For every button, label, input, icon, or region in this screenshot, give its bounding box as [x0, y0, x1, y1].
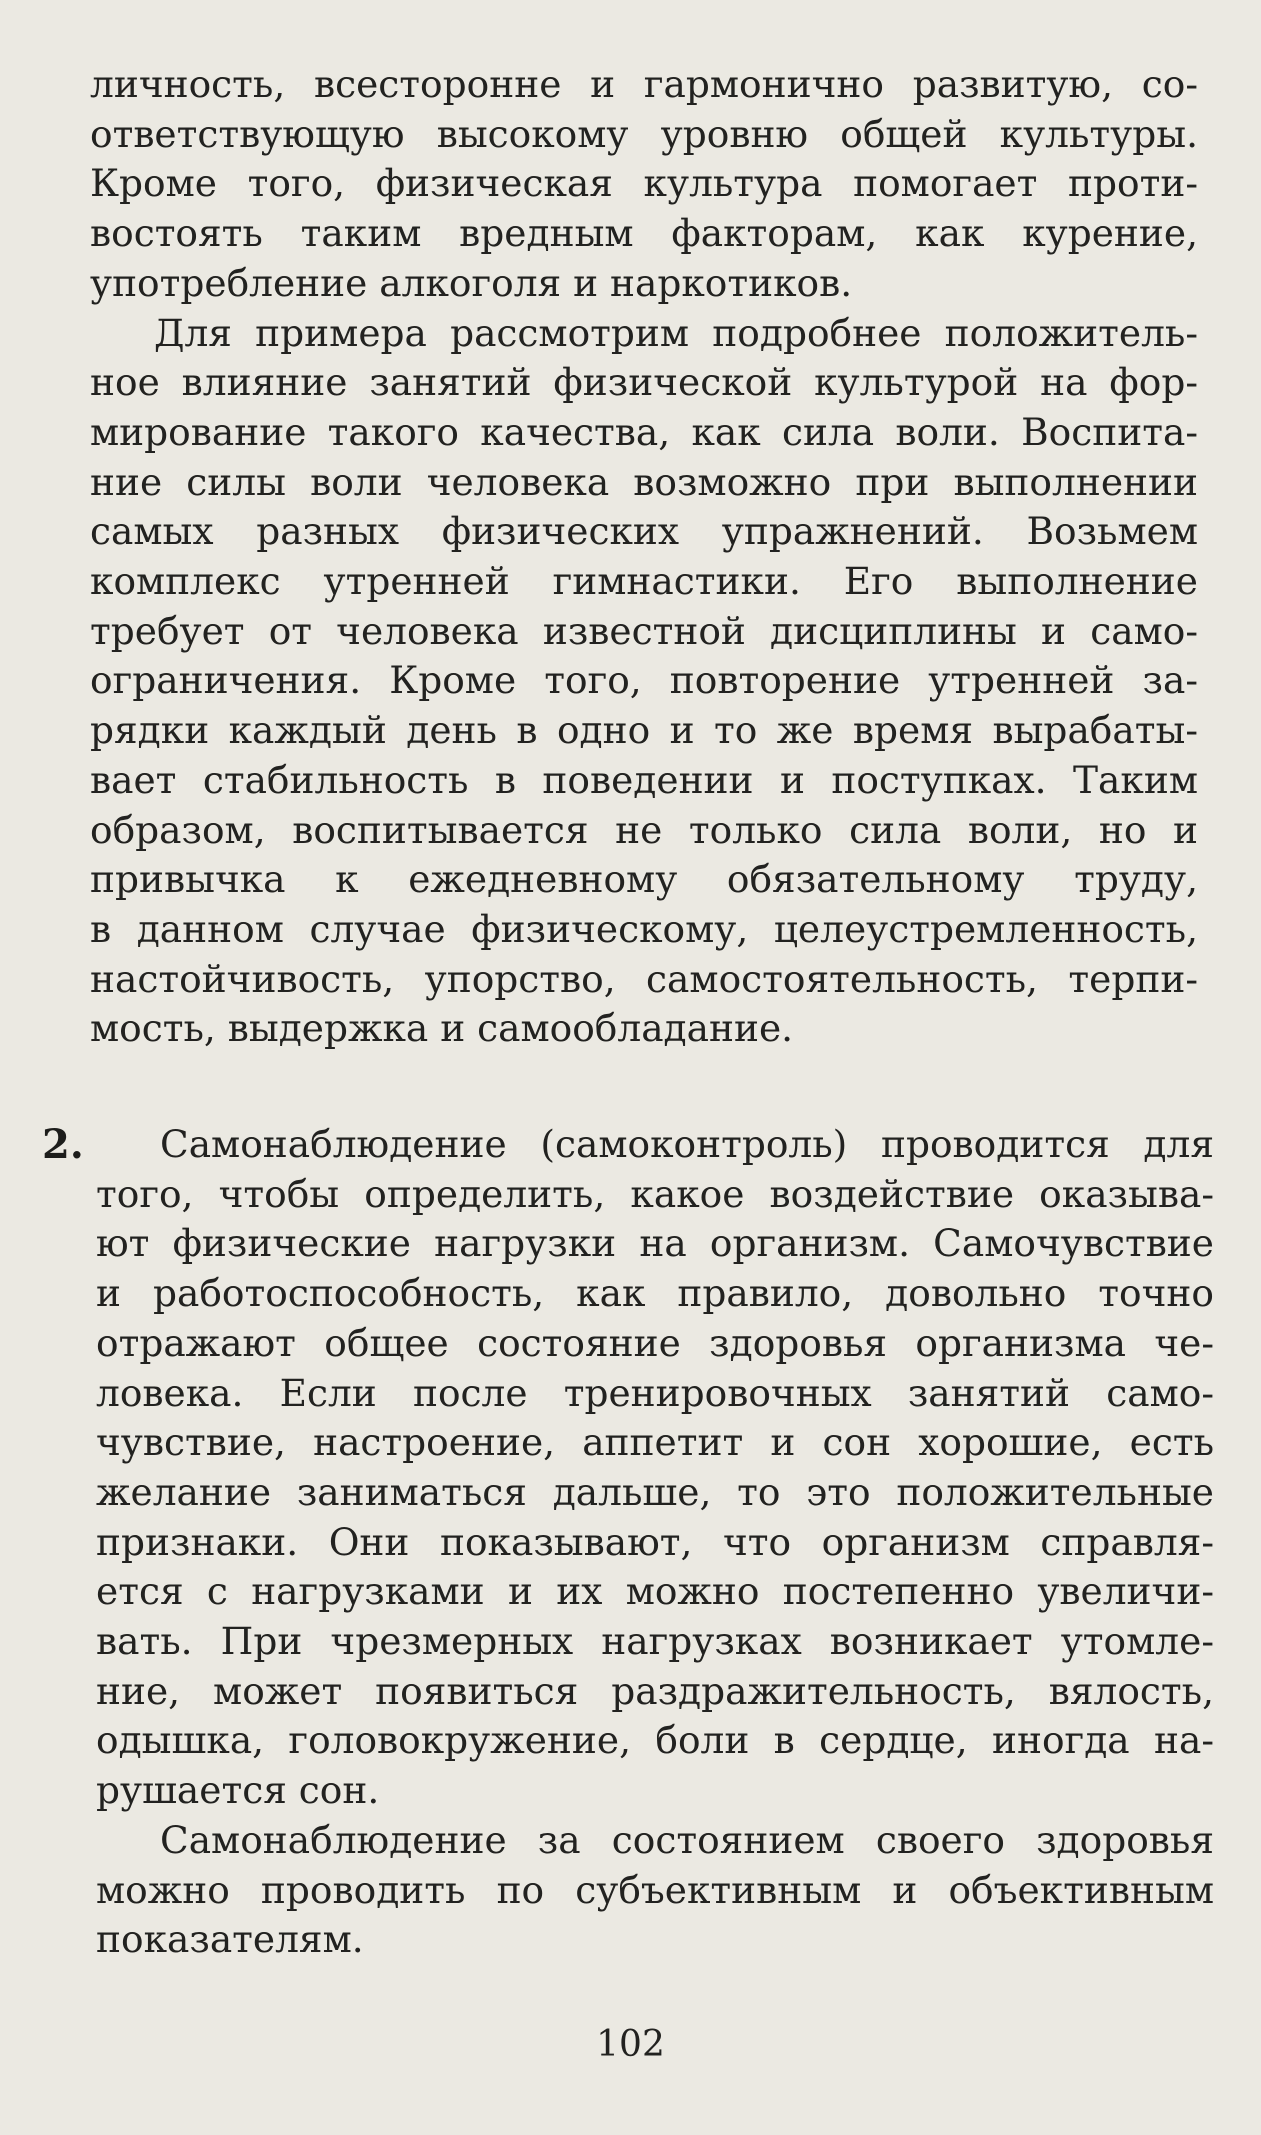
- text-line: образом, воспитывается не только сила воли, но и: [90, 807, 1198, 852]
- paragraph-block-1: [90, 60, 1198, 1054]
- text-line: употребление алкоголя и наркотиков.: [90, 260, 853, 305]
- text-line: личность, всесторонне и гармонично развитую, со-: [90, 62, 1198, 106]
- text-line: мость, выдержка и самообладание.: [90, 1006, 794, 1051]
- text-line: вать. При чрезмерных нагрузках возникает утомле-: [96, 1619, 1214, 1664]
- text-line: отражают общее состояние здоровья организма че-: [96, 1320, 1214, 1365]
- text-line: рушается сон.: [96, 1768, 380, 1813]
- text-line: одышка, головокружение, боли в сердце, иногда на-: [96, 1718, 1214, 1763]
- text-line: настойчивость, упорство, самостоятельность, терпи-: [90, 956, 1198, 1001]
- text-line: ние силы воли человека возможно при выполнении: [90, 459, 1198, 504]
- text-line: признаки. Они показывают, что организм справля-: [96, 1519, 1214, 1564]
- text-line: Для примера рассмотрим подробнее положитель-: [154, 310, 1198, 355]
- text-line: показателям.: [96, 1917, 364, 1962]
- paragraph-block-2: [96, 1120, 1214, 1965]
- text-line: ограничения. Кроме того, повторение утренней за-: [90, 658, 1198, 703]
- text-line: чувствие, настроение, аппетит и сон хорошие, есть: [96, 1420, 1214, 1465]
- text-line: рядки каждый день в одно и то же время вырабаты-: [90, 708, 1198, 753]
- text-line: и работоспособность, как правило, довольно точно: [96, 1271, 1214, 1316]
- text-line: самых разных физических упражнений. Возьмем: [90, 509, 1198, 554]
- text-line: востоять таким вредным факторам, как курение,: [90, 211, 1198, 256]
- text-line: вает стабильность в поведении и поступках. Таким: [90, 757, 1198, 802]
- text-line: ответствующую высокому уровню общей культуры.: [90, 111, 1198, 156]
- text-line: привычка к ежедневному обязательному труду,: [90, 857, 1198, 902]
- text-line: ние, может появиться раздражительность, вялость,: [96, 1668, 1214, 1713]
- text-line: того, чтобы определить, какое воздействие оказыва-: [96, 1171, 1214, 1216]
- text-line: ловека. Если после тренировочных занятий само-: [96, 1370, 1214, 1415]
- section-number: 2.: [42, 1121, 84, 1168]
- text-line: ется с нагрузками и их можно постепенно увеличи-: [96, 1569, 1214, 1614]
- text-line: Кроме того, физическая культура помогает проти-: [90, 161, 1198, 206]
- text-line: Самонаблюдение (самоконтроль) проводится для: [160, 1122, 1214, 1166]
- text-line: требует от человека известной дисциплины и само-: [90, 608, 1198, 653]
- text-line: ное влияние занятий физической культурой на фор-: [90, 360, 1198, 405]
- page-number: 102: [596, 2024, 665, 2065]
- text-line: желание заниматься дальше, то это положительные: [96, 1469, 1214, 1514]
- text-line: в данном случае физическому, целеустремленность,: [90, 906, 1198, 951]
- text-line: можно проводить по субъективным и объективным: [96, 1867, 1214, 1912]
- text-line: ют физические нагрузки на организм. Самочувствие: [96, 1221, 1214, 1266]
- text-line: Самонаблюдение за состоянием своего здоровья: [160, 1817, 1214, 1862]
- text-line: мирование такого качества, как сила воли. Воспита-: [90, 409, 1198, 454]
- text-line: комплекс утренней гимнастики. Его выполнение: [90, 559, 1198, 604]
